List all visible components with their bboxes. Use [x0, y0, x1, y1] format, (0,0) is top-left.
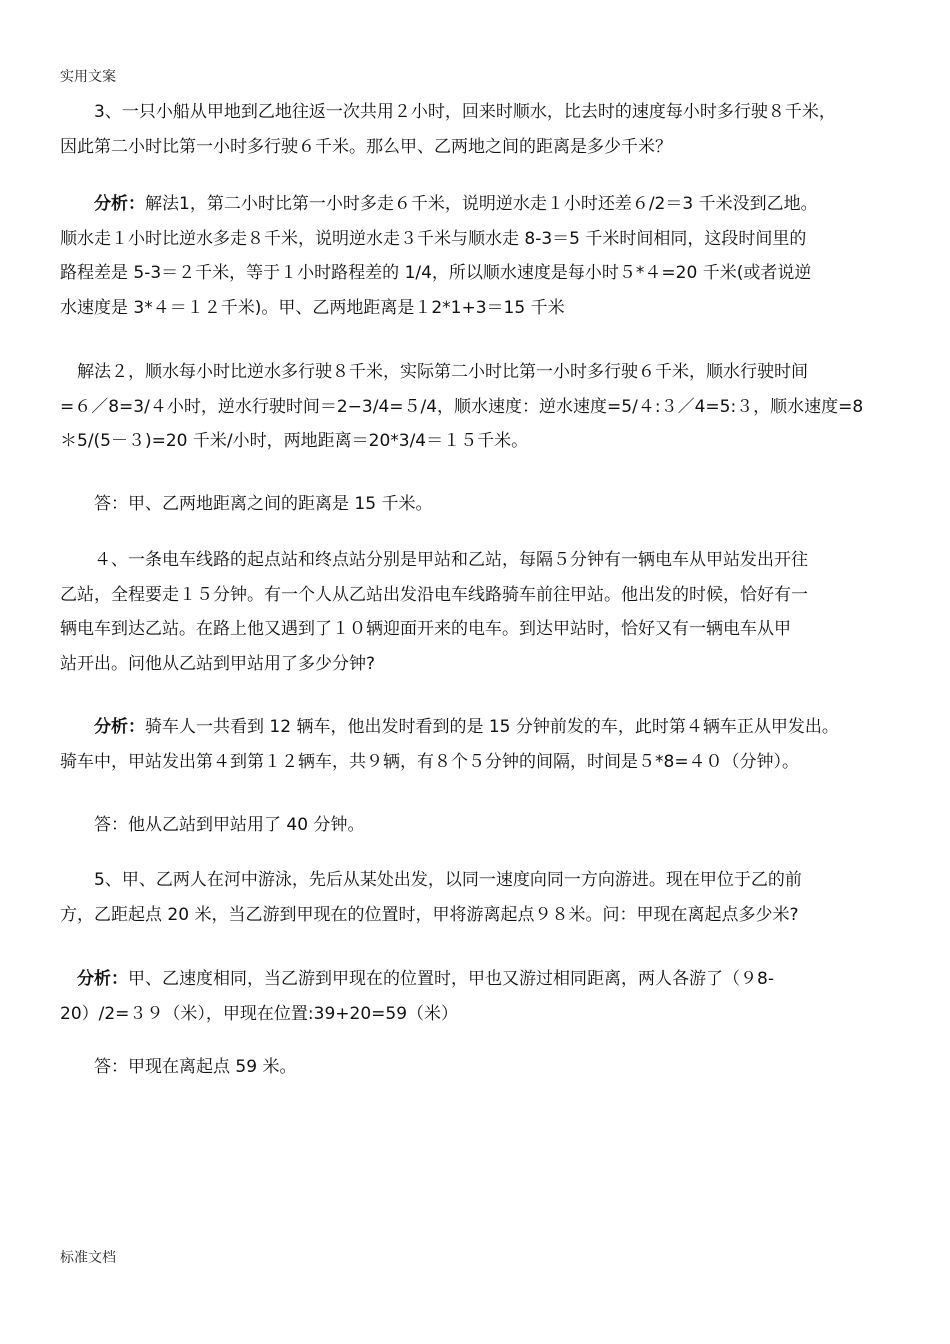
problem-4-answer [60, 808, 900, 843]
analysis-text: 骑车人一共看到 12 辆车，他出发时看到的是 15 分钟前发的车，此时第４辆车正从甲发出。 [145, 717, 839, 737]
text-line: 方，乙距起点 20 米，当乙游到甲现在的位置时，甲将游离起点９８米。问：甲现在离起点多少米? [60, 904, 799, 925]
text-line: 水速度是 3*４＝１２千米)。甲、乙两地距离是１2*1+3＝15 千米 [60, 297, 565, 318]
answer-text: 答：甲现在离起点 59 米。 [60, 1057, 297, 1077]
problem-4-analysis [60, 710, 900, 779]
text-line [60, 187, 900, 222]
text-line: 20）/2=３９（米），甲现在位置:39+20=59（米） [60, 1003, 459, 1024]
analysis-label: 分析： [94, 194, 145, 214]
problem-3-question [60, 95, 900, 164]
problem-5-question [60, 863, 900, 932]
problem-3-answer [60, 487, 900, 522]
text-line: 解法２，顺水每小时比逆水多行驶８千米，实际第二小时比第一小时多行驶６千米，顺水行驶时间 [60, 362, 808, 382]
text-line: 因此第二小时比第一小时多行驶６千米。那么甲、乙两地之间的距离是多少千米？ [60, 136, 672, 157]
page-footer-label: 标准文档 [60, 1250, 116, 1266]
text-line: 顺水走１小时比逆水多走８千米，说明逆水走３千米与顺水走 8-3＝5 千米时间相同，这段时间里的 [60, 228, 807, 249]
text-line: 路程差是 5-3＝２千米，等于１小时路程差的 1/4，所以顺水速度是每小时５*４=20 千米(或者说逆 [60, 263, 812, 283]
problem-5-analysis [60, 962, 900, 1031]
text-line: 乙站，全程要走１５分钟。有一个人从乙站出发沿电车线路骑车前往甲站。他出发的时候，恰好有一 [60, 584, 808, 605]
text-line: 骑车中，甲站发出第４到第１２辆车，共９辆，有８个５分钟的间隔，时间是５*8=４０（分钟）。 [60, 751, 800, 772]
text-line [60, 710, 900, 745]
answer-text: 答：甲、乙两地距离之间的距离是 15 千米。 [60, 494, 433, 514]
analysis-text: 解法1，第二小时比第一小时多走６千米，说明逆水走１小时还差６/2＝3 千米没到乙地。 [145, 194, 818, 214]
text-line: =６／8=3/４小时，逆水行驶时间＝2−3/4=５/4，顺水速度：逆水速度=5/４:３／4=5:３，顺水速度=8 [60, 396, 864, 417]
problem-5-answer [60, 1050, 900, 1085]
text-line: 站开出。问他从乙站到甲站用了多少分钟? [60, 653, 376, 674]
text-line: 5、甲、乙两人在河中游泳，先后从某处出发，以同一速度向同一方向游进。现在甲位于乙的前 [60, 870, 802, 890]
problem-3-analysis [60, 187, 900, 325]
answer-text: 答：他从乙站到甲站用了 40 分钟。 [60, 815, 365, 835]
problem-4-question [60, 543, 900, 681]
text-line: 3、一只小船从甲地到乙地往返一次共用２小时，回来时顺水，比去时的速度每小时多行驶８千米， [60, 102, 836, 122]
text-line: 辆电车到达乙站。在路上他又遇到了１０辆迎面开来的电车。到达甲站时，恰好又有一辆电车从甲 [60, 619, 791, 639]
problem-3-solution-2 [60, 355, 900, 459]
text-line [60, 962, 900, 997]
text-line: ＊5/(5－３)=20 千米/小时，两地距离＝20*3/4＝１５千米。 [60, 431, 529, 451]
analysis-label: 分析： [94, 717, 145, 737]
analysis-text: 甲、乙速度相同，当乙游到甲现在的位置时，甲也又游过相同距离，两人各游了（９8- [128, 969, 774, 989]
analysis-label: 分析： [77, 969, 128, 989]
text-line: ４、一条电车线路的起点站和终点站分别是甲站和乙站，每隔５分钟有一辆电车从甲站发出开往 [60, 550, 808, 570]
page-header-label: 实用文案 [60, 69, 116, 85]
